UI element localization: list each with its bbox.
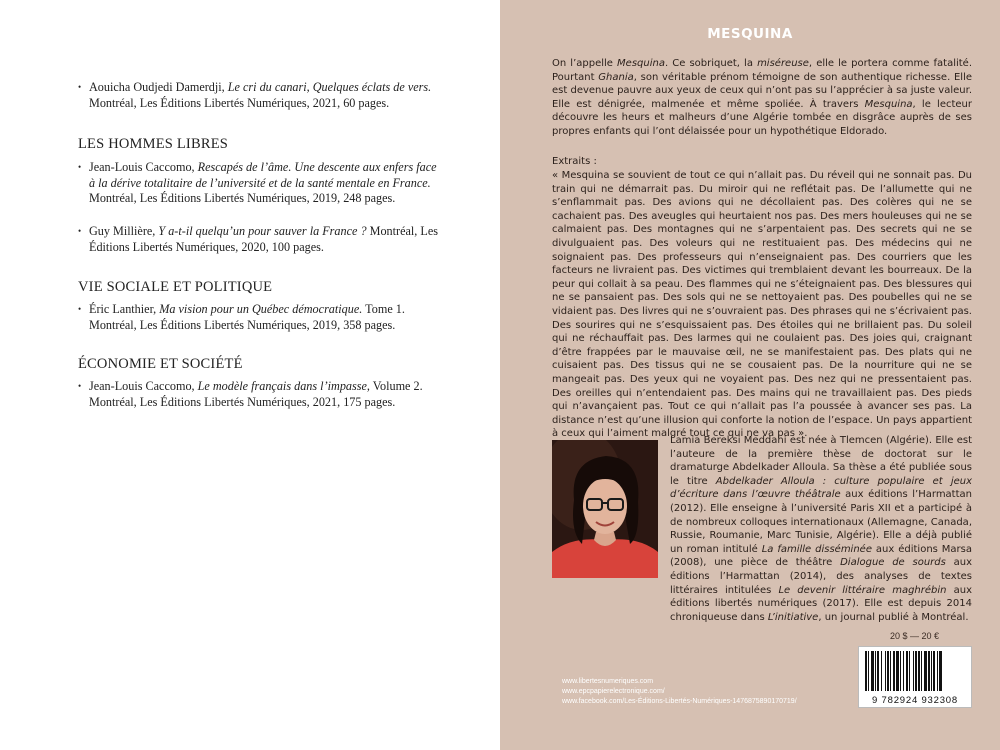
entry-details: Tome 1. Montréal, Les Éditions Libertés Numériques, 2019, 358 pages. bbox=[89, 302, 405, 332]
section-heading: VIE SOCIALE ET POLITIQUE bbox=[78, 279, 273, 295]
extract-quote: « Mesquina se souvient de tout ce qui n’allait pas. Du réveil qui ne sonnait pas. Du train qui ne démarrait pas. Du miroir qui ne reflétait pas. De l’allumette qui ne s’enflammait pas. Des avions qui ne décollaient pas. Des colères qui ne se cachaient pas. Des aveugles qui heurtaient nos pas. Des mers houleuses qui ne se calmaient pas. Des montagnes qui ne s’arpentaient pas. Des secrets qui ne se divulguaient pas. Des voleurs qui ne restituaient pas. Des médecins qui ne soignaient pas. Des professeurs qui n’enseignaient pas. Des courriers que les facteurs ne livraient pas. Des victimes qui tremblaient devant les bourreaux. De la peur qui collait à sa peau. Des flammes qui ne s’éteignaient pas. Des blessures qui ne se pansaient pas. Des sols qui ne se nettoyaient pas. Des poubelles qui ne se vidaient pas. Des livres qui ne s’ouvraient pas. Des phrases qui ne s’écrivaient pas. Des sourires qui ne s’esquissaient pas. Des étoiles qui ne brillaient pas. Du soleil qui ne réchauffait pas. Des larmes qui ne coulaient pas. Des joies qui, craignant d’être frappées par le mauvaise œil, ne se manifestaient pas. Des plats qui ne cuisaient pas. Des tissus qui ne se cousaient pas. De la nourriture qui ne se mangeait pas. Des yeux qui ne voyaient pas. Des nez qui ne pressentaient pas. Des oreilles qui n’entendaient pas. Des mains qui ne travaillaient pas. Des pieds qui n’avançaient pas. Tout ce qui n’allait pas l’a poussée à avancer ses pas. La distance n’est qu’une illusion qui conforte la notion de l’espace. Un pays appartient à ceux qui l’aiment malgré tout ce qui ne va pas ». bbox=[552, 170, 972, 440]
synopsis-italic: miséreuse bbox=[757, 58, 809, 69]
entry-details: Volume 2. Montréal, Les Éditions Libertés Numériques, 2021, 175 pages. bbox=[89, 379, 423, 409]
bio-text: , un journal publié à Montréal. bbox=[818, 611, 969, 623]
isbn-barcode bbox=[858, 646, 972, 708]
synopsis-text: On l’appelle bbox=[552, 58, 618, 69]
bio-text: aux éditions libertés numériques (2017). Elle est depuis 2014 chroniqueuse dans bbox=[670, 584, 972, 623]
book-title: MESQUINA bbox=[707, 26, 793, 42]
bibliography-entry bbox=[78, 302, 441, 333]
facebook-link[interactable]: www.facebook.com/Les-Éditions-Libertés-Numériques-1476875890170719/ bbox=[562, 698, 797, 705]
bibliography-entry bbox=[78, 160, 441, 207]
entry-title: Rescapés de l’âme. Une descente aux enfers face à la dérive totalitaire de l’université et de la santé mentale en France. bbox=[89, 160, 437, 190]
barcode-bars bbox=[859, 647, 971, 693]
bullet: • bbox=[78, 82, 82, 92]
epc-link[interactable]: www.epcpapierelectronique.com/ bbox=[562, 688, 665, 695]
entry-title: Le cri du canari, Quelques éclats de vers. bbox=[227, 80, 432, 94]
bullet: • bbox=[78, 381, 82, 391]
bio-text: aux éditions Marsa (2008), une pièce de théâtre bbox=[670, 543, 972, 569]
bullet: • bbox=[78, 226, 82, 236]
extraits-label: Extraits : bbox=[552, 156, 597, 167]
entry-title: Ma vision pour un Québec démocratique. bbox=[159, 302, 363, 316]
bio-italic: La famille disséminée bbox=[761, 543, 872, 555]
bibliography-entry bbox=[78, 379, 441, 410]
bibliography-entry bbox=[78, 80, 441, 111]
isbn-number: 9 782924 932308 bbox=[872, 695, 958, 706]
bibliography-entry bbox=[78, 224, 441, 255]
section-heading: LES HOMMES LIBRES bbox=[78, 136, 229, 152]
entry-title: Y a-t-il quelqu’un pour sauver la France ? bbox=[158, 224, 367, 238]
entry-details: Montréal, Les Éditions Libertés Numériques, 2020, 100 pages. bbox=[89, 224, 438, 254]
author-portrait-image bbox=[552, 440, 658, 578]
synopsis-text: , son véritable prénom témoigne de son authentique richesse. Elle est devenue pauvre aux yeux de ceux qui n’ont pas su l’apprécier à sa juste valeur. Elle est dénigrée, malmenée et même spoliée. À travers bbox=[552, 71, 972, 110]
bullet: • bbox=[78, 304, 82, 314]
synopsis-italic: Ghania bbox=[598, 71, 634, 83]
bio-italic: Dialogue de sourds bbox=[840, 557, 946, 569]
bio-italic: Abdelkader Alloula : culture populaire et jeux d’écriture dans l’œuvre théâtrale bbox=[670, 475, 972, 501]
synopsis-italic: Mesquina bbox=[617, 58, 665, 69]
bio-text: aux éditions l’Harmattan (2014), des analyses de textes littéraires intitulées bbox=[670, 557, 972, 596]
entry-author: Jean-Louis Caccomo, bbox=[89, 379, 198, 393]
synopsis-text: , le lecteur découvre les heurs et malheurs d’une Algérie tombée en disgrâce auprès de ses propres enfants qui l’ont délaissée pour un hypothétique Eldorado. bbox=[552, 98, 972, 137]
entry-title: Le modèle français dans l’impasse, bbox=[197, 379, 370, 393]
web-links bbox=[562, 677, 797, 707]
bullet: • bbox=[78, 162, 82, 172]
bio-italic: Le devenir littéraire maghrébin bbox=[778, 584, 947, 596]
bio-text: Lamia Bereksi Meddahi est née à Tlemcen (Algérie). Elle est l’auteure de la première thèse de doctorat sur le dramaturge Abdelkader Alloula. Sa thèse a été publiée sous le titre bbox=[670, 435, 972, 487]
price-label: 20 $ — 20 € bbox=[890, 631, 940, 641]
synopsis-text: . Ce sobriquet, la bbox=[664, 58, 758, 69]
website-link[interactable]: www.libertesnumeriques.com bbox=[562, 678, 654, 685]
entry-author: Jean-Louis Caccomo, bbox=[89, 160, 198, 174]
synopsis-text: , elle le portera comme fatalité. Pourtant bbox=[552, 58, 972, 83]
section-heading: ÉCONOMIE ET SOCIÉTÉ bbox=[78, 356, 243, 372]
bio-italic: L’initiative bbox=[767, 611, 819, 623]
entry-author: Éric Lanthier, bbox=[89, 302, 160, 316]
author-photo bbox=[552, 440, 658, 578]
synopsis bbox=[552, 57, 972, 139]
author-bio bbox=[670, 434, 972, 624]
entry-author: Aouicha Oudjedi Damerdji, bbox=[89, 80, 228, 94]
bio-text: aux éditions l’Harmattan (2012). Elle enseigne à l’université Paris XII et a participé à de nombreux colloques internationaux (Allemagne, Canada, Russie, Roumanie, Marc Tunisie, Algérie). Elle a déjà publié un roman intitulé bbox=[670, 489, 972, 555]
synopsis-italic: Mesquina bbox=[864, 98, 913, 110]
entry-details: Montréal, Les Éditions Libertés Numériques, 2021, 60 pages. bbox=[89, 95, 390, 110]
entry-details: Montréal, Les Éditions Libertés Numériques, 2019, 248 pages. bbox=[89, 191, 396, 205]
entry-author: Guy Millière, bbox=[89, 224, 159, 238]
